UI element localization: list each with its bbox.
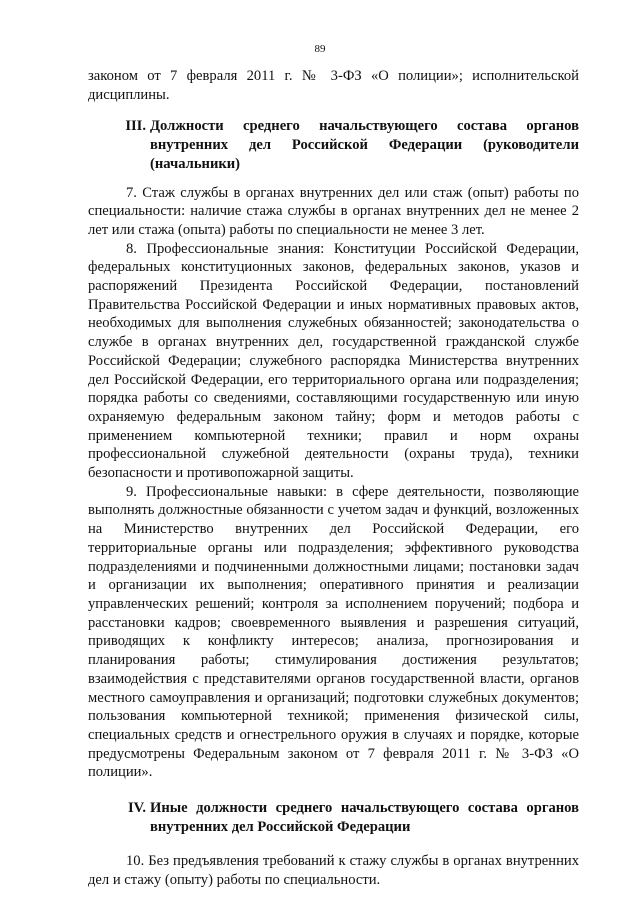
page-number: 89 bbox=[314, 43, 326, 55]
section-number: IV. bbox=[128, 800, 146, 817]
intro-paragraph: законом от 7 февраля 2011 г. № 3-ФЗ «О полиции»; исполнительской дисциплины. bbox=[88, 68, 579, 103]
section-heading-3 bbox=[88, 117, 579, 173]
document-body bbox=[88, 67, 579, 890]
paragraph-7: 7. Стаж службы в органах внутренних дел или стаж (опыт) работы по специальности: наличие стажа службы в органах внутренних дел не менее 2 лет или стажа (опыта) работы по специальности не менее 3 лет. bbox=[88, 184, 579, 238]
section-number: III. bbox=[125, 118, 146, 135]
paragraph-10: 10. Без предъявления требований к стажу службы в органах внутренних дел и стажу (опыту) работы по специальности. bbox=[88, 853, 579, 889]
section-heading-4 bbox=[88, 799, 579, 836]
section-title: Должности среднего начальствующего состава органов внутренних дел Российской Федерации (руководители (начальники) bbox=[150, 118, 579, 172]
paragraph-9: 9. Профессиональные навыки: в сфере деятельности, позволяющие выполнять должностные обязанности с учетом задач и функций, возложенных на Министерство внутренних дел Российской Федерации, его территориальные органы или подразделения; эффективного руководства подразделениями и подчиненными должностными лицами; постановки задач и организации их выполнения; оперативного принятия и реализации управленческих решений; контроля за исполнением поручений; подбора и расстановки кадров; своевременного выявления и разрешения ситуаций, приводящих к конфликту интересов; анализа, прогнозирования и планирования работы; стимулирования достижения результатов; взаимодействия с представителями органов государственной власти, органов местного самоуправления и организаций; подготовки служебных документов; пользования компьютерной техникой; применения физической силы, специальных средств и огнестрельного оружия в случаях и порядке, которые предусмотрены Федеральным законом от 7 февраля 2011 г. № 3-ФЗ «О полиции». bbox=[88, 483, 579, 781]
section-title: Иные должности среднего начальствующего состава органов внутренних дел Российской Федерации bbox=[150, 800, 579, 835]
paragraph-8: 8. Профессиональные знания: Конституции Российской Федерации, федеральных конституционных законов, федеральных законов, указов и распоряжений Президента Российской Федерации, постановлений Правительства Российской Федерации и иных нормативных правовых актов, необходимых для выполнения служебных обязанностей; законодательства о службе в органах внутренних дел, государственной гражданской службе Российской Федерации; служебного распорядка Министерства внутренних дел Российской Федерации, его территориального органа или подразделения; порядка работы со сведениями, составляющими государственную или иную охраняемую федеральным законом тайну; форм и методов работы с применением компьютерной техники; правил и норм охраны профессиональной служебной деятельности (охраны труда), техники безопасности и противопожарной защиты. bbox=[88, 240, 579, 482]
